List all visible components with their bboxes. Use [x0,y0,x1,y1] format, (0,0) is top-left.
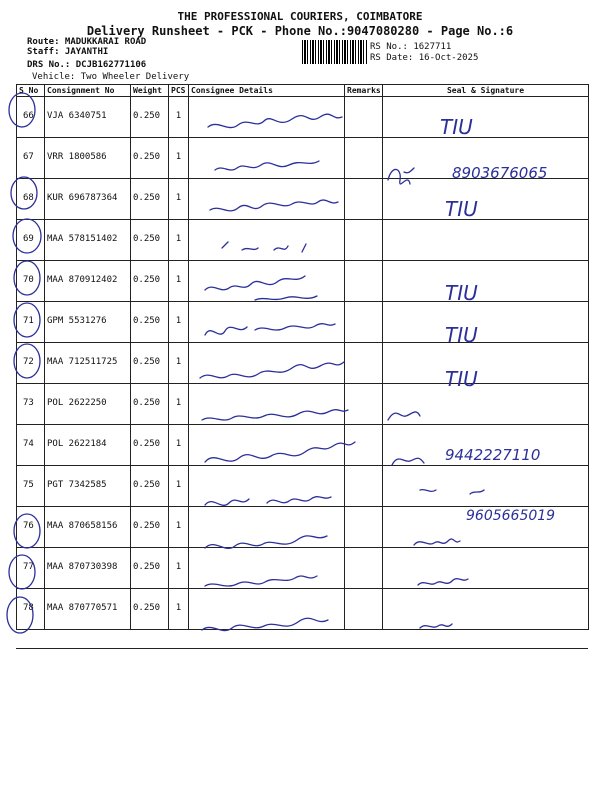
consignee-details-cell [189,138,345,179]
pcs-cell: 1 [169,384,189,425]
signature-cell [383,548,589,589]
serial-number-cell: 69 [17,220,45,261]
runsheet-table [16,84,589,630]
weight-cell: 0.250 [131,138,169,179]
tiu-sign-66: TIU [440,115,473,139]
rs-date: RS Date: 16-Oct-2025 [370,53,479,63]
route-label: Route: MADUKKARAI ROAD [27,37,147,47]
weight-cell: 0.250 [131,466,169,507]
pcs-cell: 1 [169,179,189,220]
consignment-number-cell: MAA 578151402 [45,220,131,261]
pcs-cell: 1 [169,507,189,548]
rs-number: RS No.: 1627711 [370,42,452,52]
tiu-sign-72: TIU [445,367,478,391]
weight-cell: 0.250 [131,261,169,302]
table-row [17,138,589,179]
remarks-cell [345,138,383,179]
pcs-cell: 1 [169,589,189,630]
table-row [17,220,589,261]
remarks-cell [345,179,383,220]
serial-number-cell: 68 [17,179,45,220]
col-header-weight: Weight [131,85,169,97]
consignment-number-cell: GPM 5531276 [45,302,131,343]
table-header-row [17,85,589,97]
consignment-number-cell: POL 2622184 [45,425,131,466]
consignee-details-cell [189,507,345,548]
tiu-sign-70: TIU [445,281,478,305]
weight-cell: 0.250 [131,507,169,548]
signature-cell [383,343,589,384]
tiu-sign-71: TIU [445,323,478,347]
col-header-consignment: Consignment No [45,85,131,97]
signature-cell [383,138,589,179]
serial-number-cell: 72 [17,343,45,384]
consignee-details-cell [189,179,345,220]
pcs-cell: 1 [169,548,189,589]
table-row [17,589,589,630]
weight-cell: 0.250 [131,97,169,138]
pcs-cell: 1 [169,138,189,179]
staff-label: Staff: JAYANTHI [27,47,109,57]
weight-cell: 0.250 [131,343,169,384]
remarks-cell [345,507,383,548]
consignment-number-cell: MAA 712511725 [45,343,131,384]
weight-cell: 0.250 [131,548,169,589]
weight-cell: 0.250 [131,425,169,466]
weight-cell: 0.250 [131,384,169,425]
consignee-details-cell [189,302,345,343]
consignee-details-cell [189,466,345,507]
table-row [17,343,589,384]
remarks-cell [345,548,383,589]
table-bottom-rule [16,648,588,649]
serial-number-cell: 77 [17,548,45,589]
runsheet-title: Delivery Runsheet - PCK - Phone No.:9047080280 - Page No.:6 [86,24,514,38]
signature-cell [383,384,589,425]
signature-cell [383,466,589,507]
col-header-sno: S No [17,85,45,97]
signature-cell [383,507,589,548]
consignment-number-cell: MAA 870730398 [45,548,131,589]
remarks-cell [345,97,383,138]
weight-cell: 0.250 [131,220,169,261]
pcs-cell: 1 [169,220,189,261]
serial-number-cell: 78 [17,589,45,630]
table-row [17,261,589,302]
remarks-cell [345,220,383,261]
col-header-consignee: Consignee Details [189,85,345,97]
col-header-pcs: PCS [169,85,189,97]
col-header-signature: Seal & Signature [383,85,589,97]
weight-cell: 0.250 [131,179,169,220]
serial-number-cell: 71 [17,302,45,343]
signature-cell [383,179,589,220]
remarks-cell [345,261,383,302]
signature-cell [383,220,589,261]
remarks-cell [345,589,383,630]
vehicle-label: Vehicle: Two Wheeler Delivery [32,72,190,82]
consignee-details-cell [189,589,345,630]
serial-number-cell: 74 [17,425,45,466]
consignment-number-cell: PGT 7342585 [45,466,131,507]
remarks-cell [345,343,383,384]
pcs-cell: 1 [169,302,189,343]
consignee-details-cell [189,425,345,466]
weight-cell: 0.250 [131,302,169,343]
serial-number-cell: 66 [17,97,45,138]
signature-cell [383,589,589,630]
pcs-cell: 1 [169,466,189,507]
consignee-details-cell [189,261,345,302]
consignment-number-cell: MAA 870912402 [45,261,131,302]
table-row [17,302,589,343]
weight-cell: 0.250 [131,589,169,630]
table-row [17,384,589,425]
signature-cell [383,261,589,302]
remarks-cell [345,384,383,425]
consignee-details-cell [189,343,345,384]
company-title: THE PROFESSIONAL COURIERS, COIMBATORE [177,10,423,23]
pcs-cell: 1 [169,425,189,466]
table-row [17,466,589,507]
consignee-details-cell [189,548,345,589]
tiu-sign-68: TIU [445,197,478,221]
remarks-cell [345,466,383,507]
serial-number-cell: 75 [17,466,45,507]
consignee-details-cell [189,384,345,425]
col-header-remarks: Remarks [345,85,383,97]
remarks-cell [345,425,383,466]
consignment-number-cell: VRR 1800586 [45,138,131,179]
pcs-cell: 1 [169,97,189,138]
table-row [17,425,589,466]
phone-sign-67: 8903676065 [452,164,548,182]
table-row [17,507,589,548]
consignment-number-cell: KUR 696787364 [45,179,131,220]
remarks-cell [345,302,383,343]
drs-label: DRS No.: DCJB162771106 [27,60,147,70]
phone-sign-74: 9442227110 [445,446,541,464]
table-row [17,97,589,138]
consignee-details-cell [189,220,345,261]
consignment-number-cell: MAA 870658156 [45,507,131,548]
phone-sign-75: 9605665019 [466,508,556,524]
signature-cell [383,425,589,466]
table-row [17,179,589,220]
pcs-cell: 1 [169,343,189,384]
serial-number-cell: 70 [17,261,45,302]
serial-number-cell: 73 [17,384,45,425]
signature-cell [383,302,589,343]
table-row [17,548,589,589]
serial-number-cell: 76 [17,507,45,548]
pcs-cell: 1 [169,261,189,302]
barcode [302,40,368,64]
consignee-details-cell [189,97,345,138]
signature-cell [383,97,589,138]
consignment-number-cell: MAA 870770571 [45,589,131,630]
serial-number-cell: 67 [17,138,45,179]
consignment-number-cell: VJA 6340751 [45,97,131,138]
consignment-number-cell: POL 2622250 [45,384,131,425]
